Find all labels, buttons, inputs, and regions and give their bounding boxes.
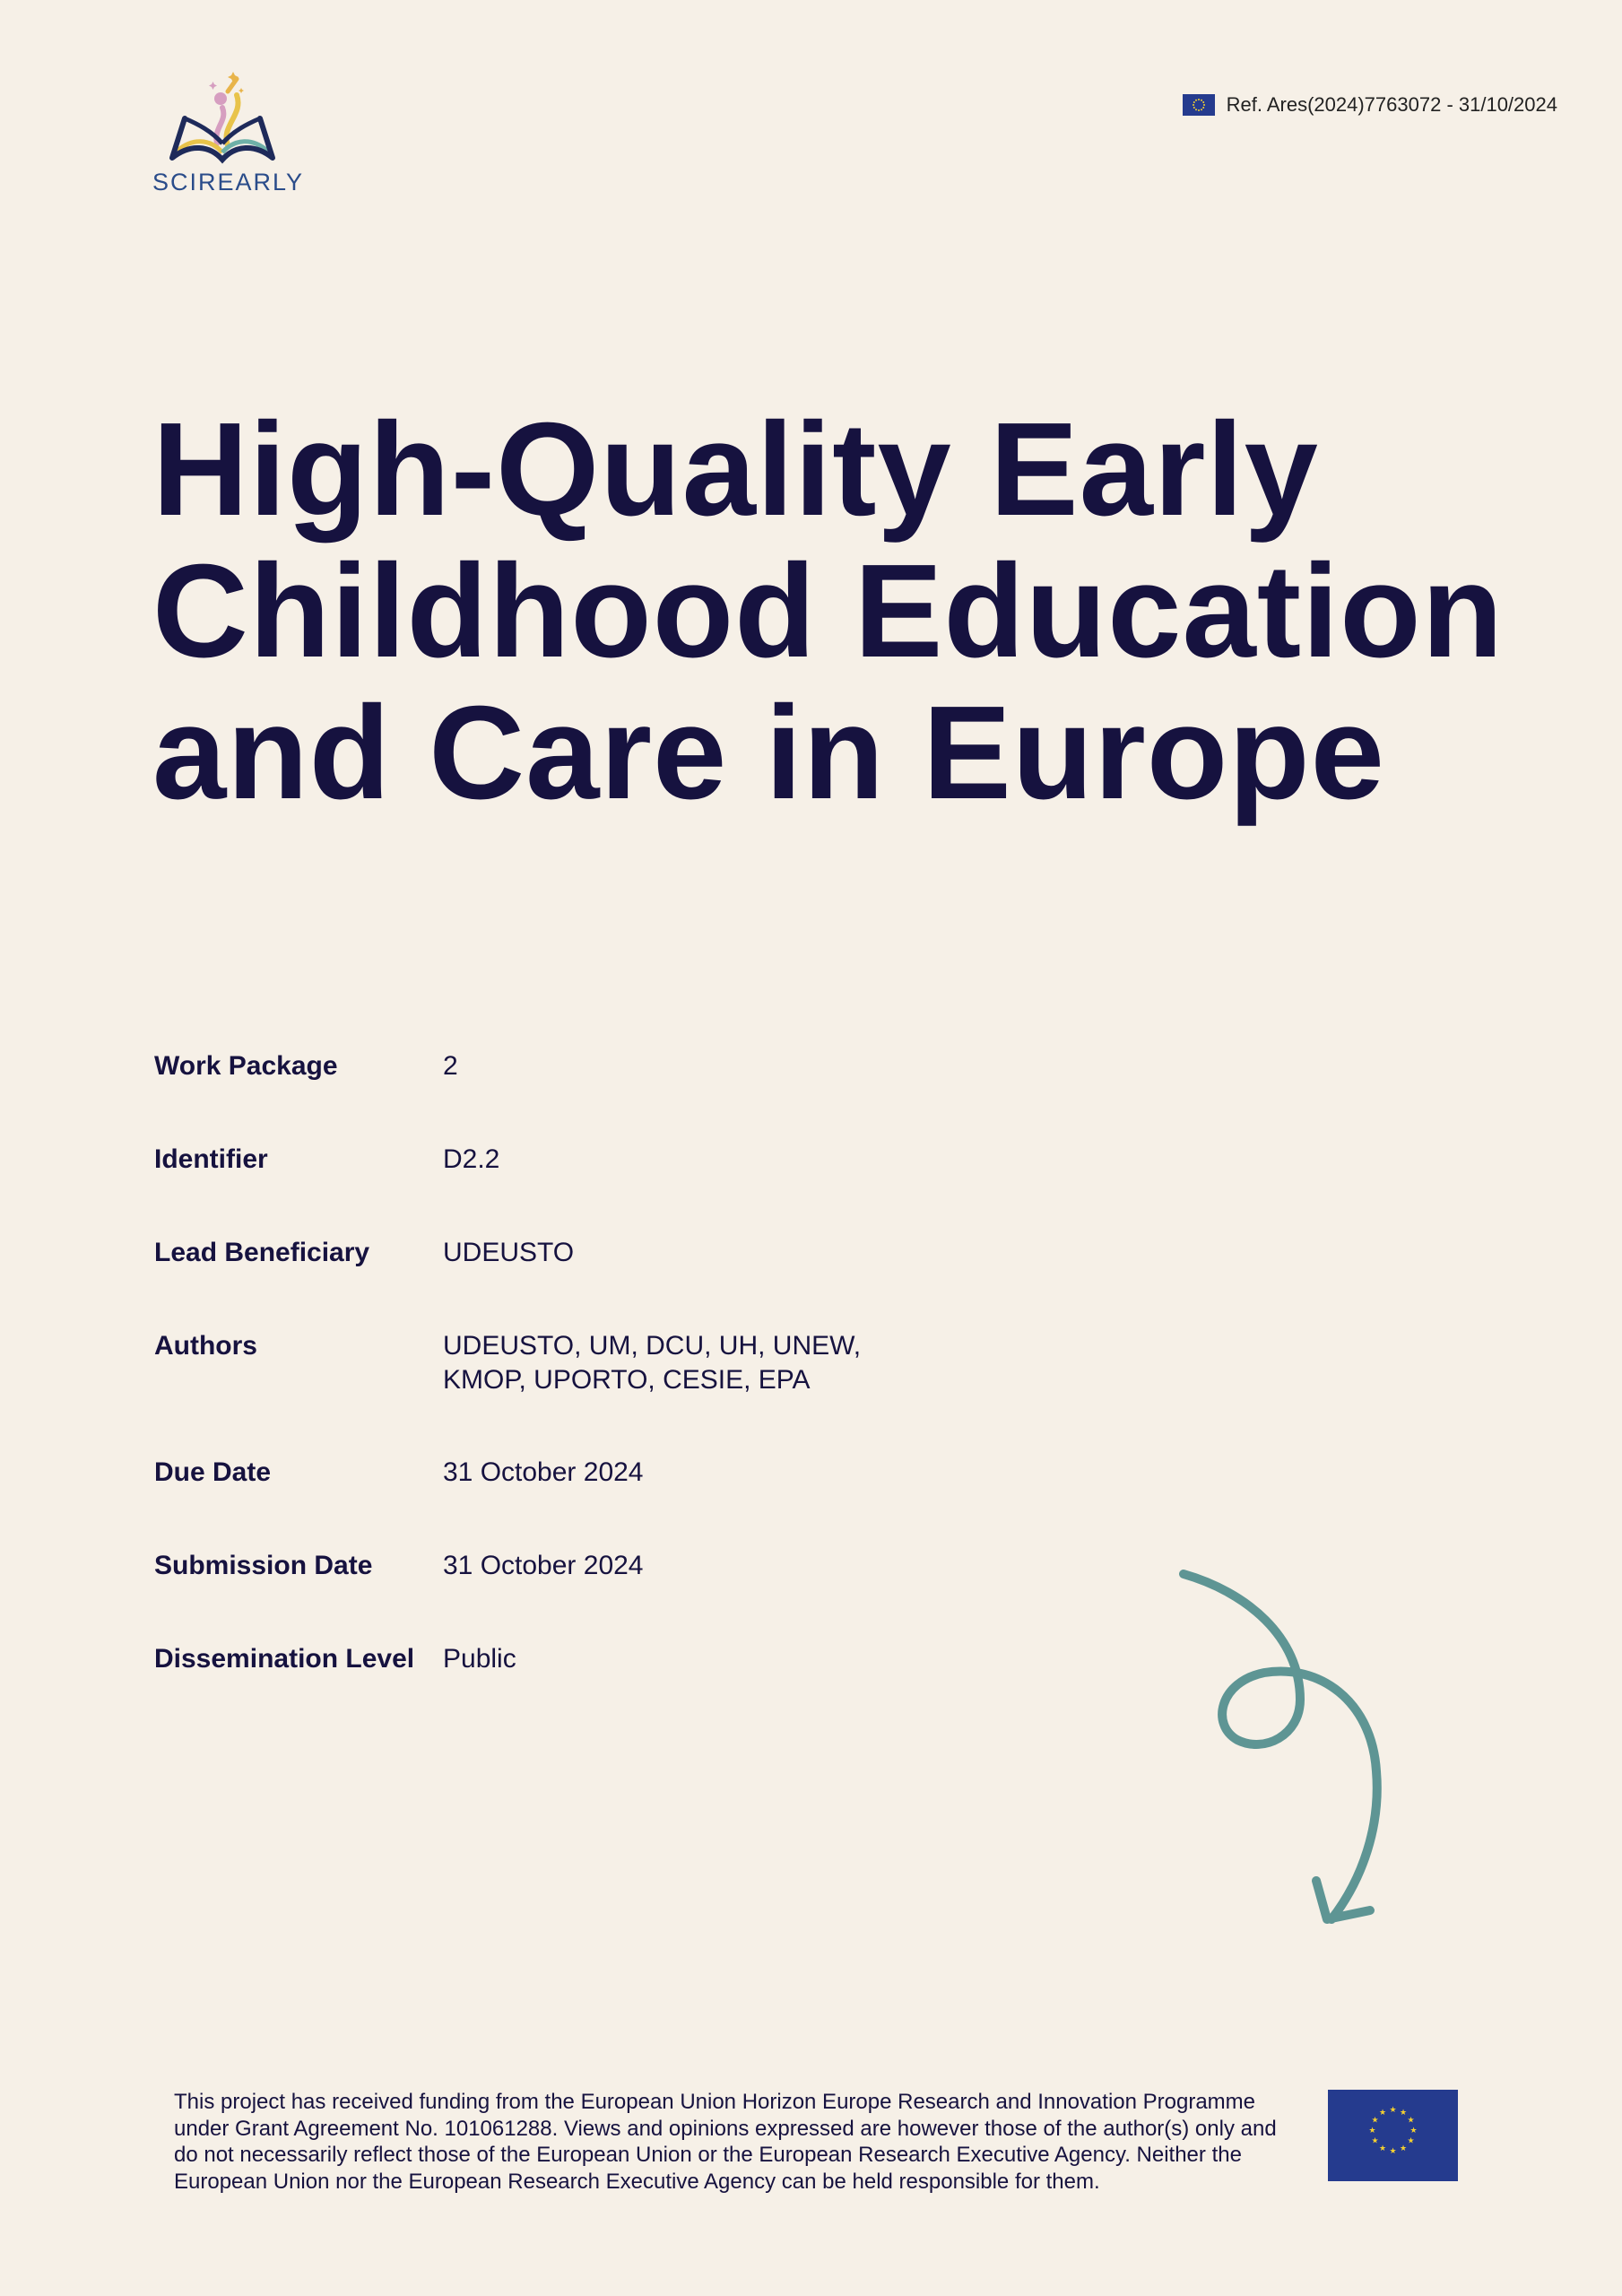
meta-value: 31 October 2024 — [443, 1551, 644, 1580]
svg-text:★: ★ — [1409, 2126, 1418, 2135]
meta-row-lead-beneficiary — [154, 1236, 945, 1270]
reference-text: Ref. Ares(2024)7763072 - 31/10/2024 — [1226, 93, 1557, 116]
svg-text:★: ★ — [1399, 2109, 1408, 2118]
meta-value — [443, 1329, 945, 1397]
meta-row-authors — [154, 1329, 945, 1397]
svg-text:★: ★ — [1407, 2136, 1415, 2146]
document-reference — [1183, 93, 1557, 117]
meta-row-dissemination-level — [154, 1642, 945, 1676]
title-line-2: Childhood Education — [152, 537, 1505, 685]
meta-value: 31 October 2024 — [443, 1457, 644, 1487]
svg-text:★: ★ — [1371, 2116, 1379, 2126]
meta-label: Lead Beneficiary — [154, 1238, 370, 1267]
svg-text:★: ★ — [1399, 2144, 1408, 2153]
svg-text:★: ★ — [1378, 2144, 1387, 2153]
disclaimer-line-2: under Grant Agreement No. 101061288. Views and opinions expressed are however those of the author(s) only and — [174, 2116, 1277, 2141]
meta-row-work-package — [154, 1049, 945, 1083]
meta-value: D2.2 — [443, 1144, 500, 1174]
logo-wordmark: SCIREARLY — [152, 169, 305, 196]
disclaimer-line-3: do not necessarily reflect those of the European Union or the European Research Executive Agency. Neither the — [174, 2143, 1242, 2167]
svg-text:★: ★ — [1378, 2109, 1387, 2118]
title-line-1: High-Quality Early — [152, 396, 1319, 544]
title-line-3: and Care in Europe — [152, 679, 1385, 827]
meta-label: Submission Date — [154, 1551, 373, 1580]
eu-flag-icon — [1328, 2090, 1458, 2181]
authors-line-1: UDEUSTO, UM, DCU, UH, UNEW, — [443, 1331, 862, 1361]
meta-value: Public — [443, 1644, 516, 1674]
meta-label: Dissemination Level — [154, 1644, 415, 1674]
meta-value: UDEUSTO — [443, 1238, 575, 1267]
svg-text:★: ★ — [1371, 2136, 1379, 2146]
authors-line-2: KMOP, UPORTO, CESIE, EPA — [443, 1365, 811, 1395]
meta-value: 2 — [443, 1051, 458, 1081]
disclaimer-line-1: This project has received funding from the European Union Horizon Europe Research and Innovation Programme — [174, 2090, 1255, 2114]
book-logo-icon — [165, 72, 282, 165]
meta-row-due-date — [154, 1456, 945, 1490]
meta-row-identifier — [154, 1143, 945, 1177]
document-title — [152, 396, 1542, 827]
curly-arrow-icon — [1166, 1556, 1399, 1933]
svg-text:★: ★ — [1368, 2126, 1376, 2135]
meta-label: Due Date — [154, 1457, 272, 1487]
eu-flag-icon — [1183, 94, 1215, 116]
disclaimer-line-4: European Union nor the European Research Executive Agency can be held responsible for them. — [174, 2169, 1100, 2194]
funding-disclaimer — [174, 2089, 1304, 2195]
svg-text:★: ★ — [1407, 2116, 1415, 2126]
meta-label: Work Package — [154, 1051, 338, 1081]
meta-label: Identifier — [154, 1144, 268, 1174]
meta-label: Authors — [154, 1331, 257, 1361]
meta-row-submission-date — [154, 1549, 945, 1583]
scirearly-logo — [152, 72, 305, 197]
svg-text:★: ★ — [1389, 2147, 1397, 2156]
svg-text:★: ★ — [1389, 2106, 1397, 2115]
